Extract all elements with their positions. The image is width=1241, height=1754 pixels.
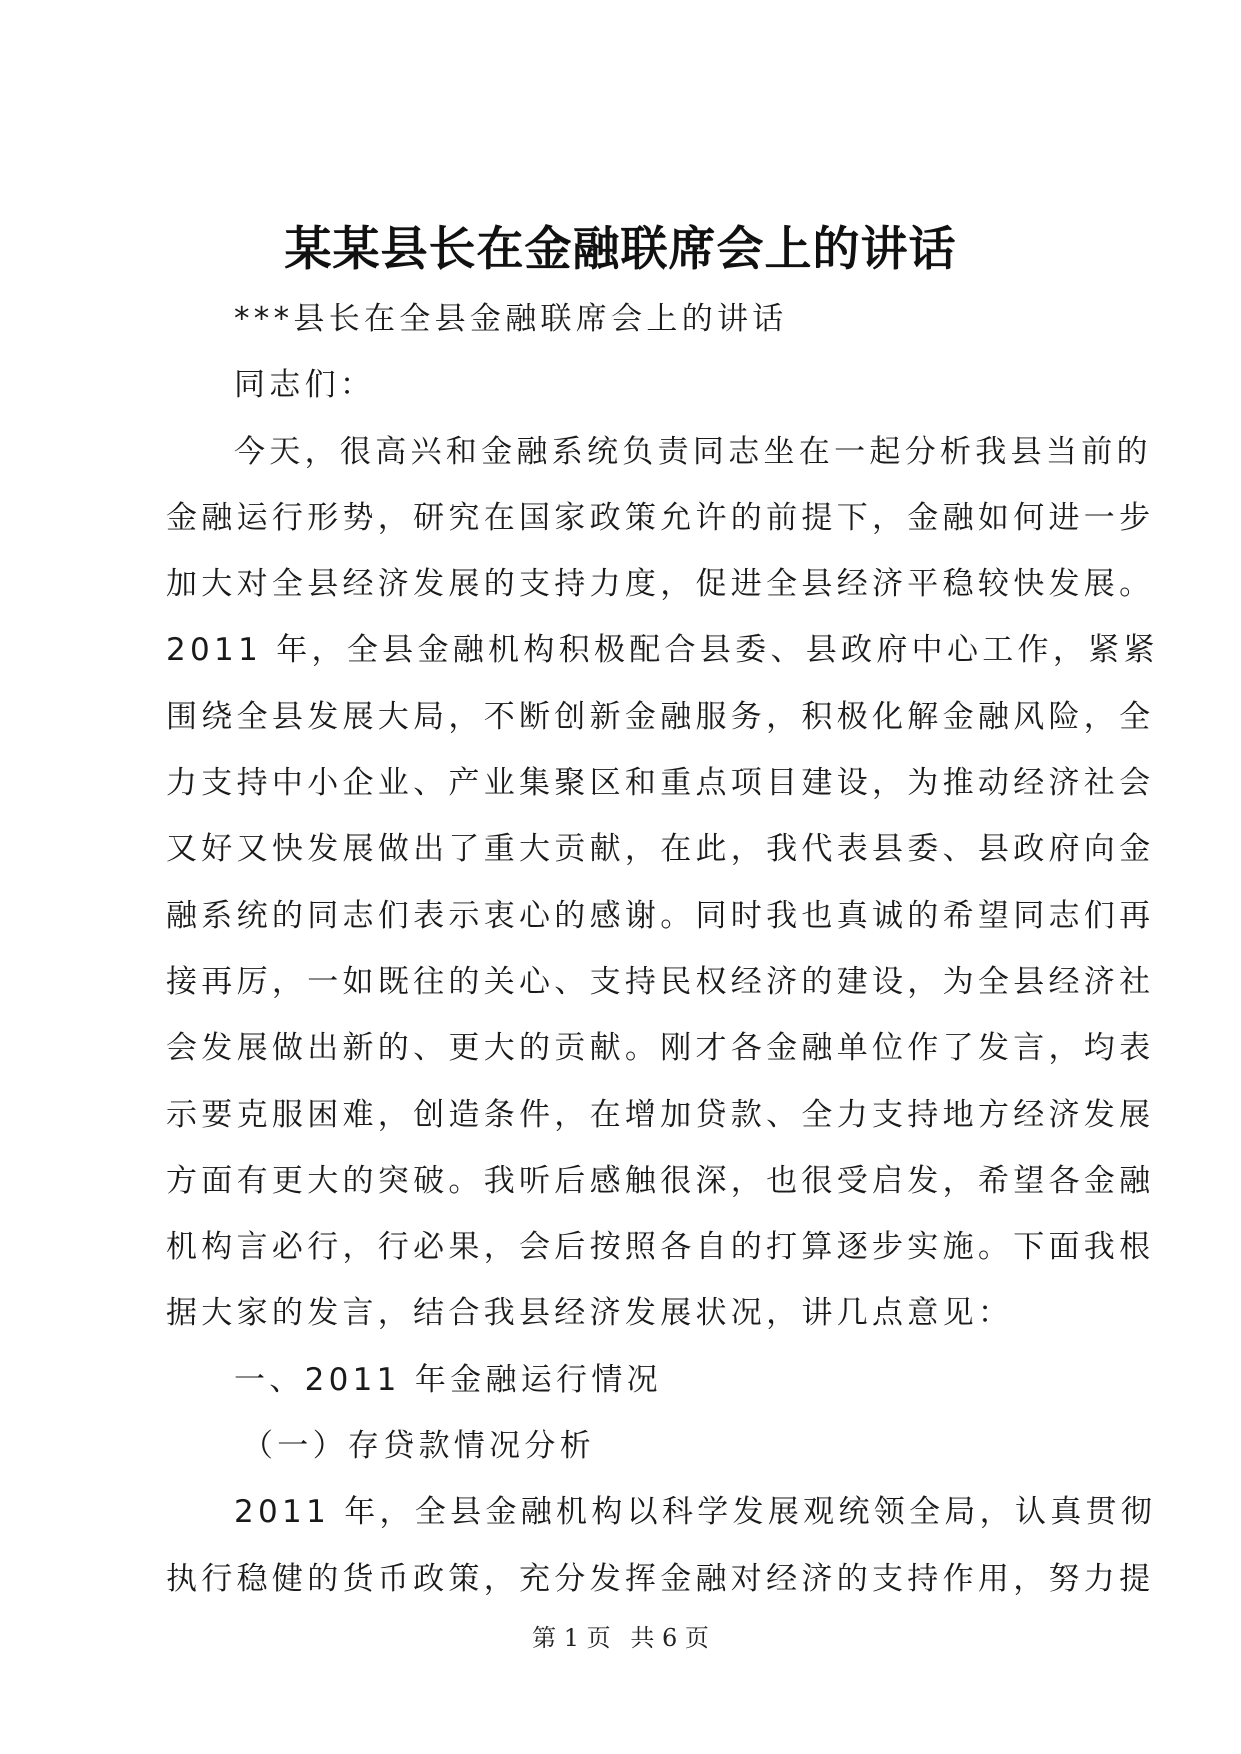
paragraph-line: 又好又快发展做出了重大贡献，在此，我代表县委、县政府向金 (166, 831, 1155, 868)
paragraph-line: 今天，很高兴和金融系统负责同志坐在一起分析我县当前的 (234, 433, 1152, 470)
section-heading: 一、2011 年金融运行情况 (234, 1361, 662, 1398)
paragraph-line: 2011 年，全县金融机构以科学发展观统领全局，认真贯彻 (234, 1494, 1157, 1531)
subtitle-line: ***县长在全县金融联席会上的讲话 (234, 301, 788, 337)
document-body (166, 286, 1159, 1612)
page-total: 共 6 页 (630, 1624, 709, 1652)
page-number: 第 1 页 (532, 1624, 611, 1652)
paragraph-line: 融系统的同志们表示衷心的感谢。同时我也真诚的希望同志们再 (166, 897, 1155, 934)
paragraph-line: 据大家的发言，结合我县经济发展状况，讲几点意见： (166, 1295, 1014, 1332)
paragraph-line: 会发展做出新的、更大的贡献。刚才各金融单位作了发言，均表 (166, 1030, 1155, 1067)
paragraph-line: 示要克服困难，创造条件，在增加贷款、全力支持地方经济发展 (166, 1096, 1155, 1133)
paragraph-line: 接再厉，一如既往的关心、支持民权经济的建设，为全县经济社 (166, 963, 1155, 1000)
paragraph-line: 方面有更大的突破。我听后感触很深，也很受启发，希望各金融 (166, 1162, 1155, 1199)
paragraph-line: 围绕全县发展大局，不断创新金融服务，积极化解金融风险，全 (166, 698, 1155, 735)
paragraph-line: 金融运行形势，研究在国家政策允许的前提下，金融如何进一步 (166, 499, 1155, 536)
paragraph-line: 执行稳健的货币政策，充分发挥金融对经济的支持作用，努力提 (166, 1560, 1155, 1597)
subsection-heading: （一）存贷款情况分析 (242, 1428, 595, 1465)
salutation-line: 同志们： (234, 367, 376, 404)
paragraph-line: 加大对全县经济发展的支持力度，促进全县经济平稳较快发展。 (166, 566, 1155, 603)
paragraph-line: 力支持中小企业、产业集聚区和重点项目建设，为推动经济社会 (166, 765, 1155, 802)
document-title: 某某县长在金融联席会上的讲话 (284, 222, 957, 277)
page-footer (0, 1618, 1241, 1653)
paragraph-line: 2011 年，全县金融机构积极配合县委、县政府中心工作，紧紧 (166, 632, 1159, 669)
paragraph-line: 机构言必行，行必果，会后按照各自的打算逐步实施。下面我根 (166, 1229, 1155, 1266)
